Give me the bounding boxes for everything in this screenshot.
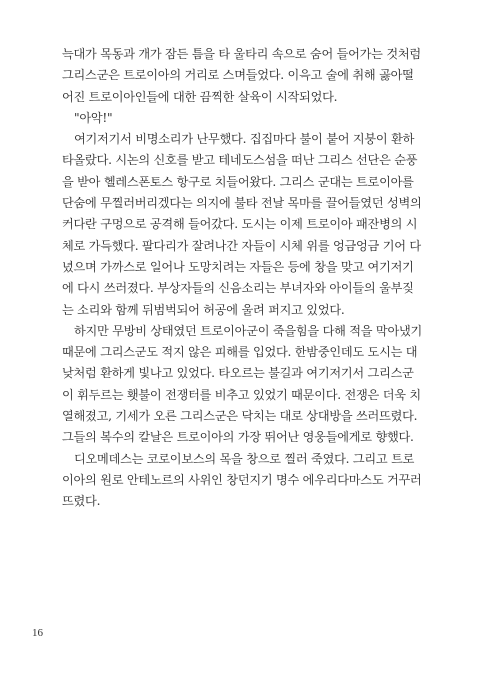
body-text-line: 는 소리와 함께 뒤범벅되어 허공에 울려 퍼지고 있었다. — [62, 302, 345, 317]
body-text-line: 하지만 무방비 상태였던 트로이아군이 죽을힘을 다해 적을 막아냈기 — [74, 323, 423, 338]
body-text-line: 이아의 원로 안테노르의 사위인 창던지기 명수 에우리다마스도 거꾸러 — [62, 472, 422, 487]
body-text-line: 에 다시 쓰러졌다. 부상자들의 신음소리는 부녀자와 아이들의 울부짖 — [62, 281, 414, 296]
body-text-line: 열해졌고, 기세가 오른 그리스군은 닥치는 대로 상대방을 쓰러뜨렸다. — [62, 409, 418, 424]
body-text-line: 때문에 그리스군도 적지 않은 피해를 입었다. 한밤중인데도 도시는 대 — [62, 345, 418, 360]
body-text-line: 타올랐다. 시논의 신호를 받고 테네도스섬을 떠난 그리스 선단은 순풍 — [62, 153, 418, 168]
body-text-line: "아악!" — [74, 110, 113, 125]
body-text-line: 녔으며 가까스로 일어나 도망치려는 자들은 등에 창을 맞고 여기저기 — [62, 259, 414, 274]
body-text-line: 이 휘두르는 횃불이 전쟁터를 비추고 있었기 때문이다. 전쟁은 더욱 치 — [62, 387, 421, 402]
page-number: 16 — [32, 627, 43, 639]
body-text-line: 디오메데스는 코로이보스의 목을 창으로 찔러 죽였다. 그리고 트로 — [74, 451, 415, 466]
body-text-line: 체로 가득했다. 팔다리가 잘려나간 자들이 시체 위를 엉금엉금 기어 다 — [62, 238, 421, 253]
body-text-line: 그들의 복수의 칼날은 트로이아의 가장 뛰어난 영웅들에게로 향했다. — [62, 430, 414, 445]
body-text-line: 늑대가 목동과 개가 잠든 틈을 타 울타리 속으로 숨어 들어가는 것처럼 — [62, 47, 421, 61]
body-text-line: 을 받아 헬레스폰토스 항구로 치들어왔다. 그리스 군대는 트로이아를 — [62, 174, 414, 189]
page-body — [62, 44, 438, 513]
body-text-line: 낮처럼 환하게 빛나고 있었다. 타오르는 불길과 여기저기서 그리스군 — [62, 366, 414, 381]
body-text-line: 단숨에 무찔러버리겠다는 의지에 불타 전날 목마를 끌어들였던 성벽의 — [62, 196, 422, 211]
body-text-line: 뜨렸다. — [62, 494, 101, 509]
body-text-line: 어진 트로이아인들에 대한 끔찍한 살육이 시작되었다. — [62, 89, 338, 104]
body-text-line: 그리스군은 트로이아의 거리로 스며들었다. 이윽고 술에 취해 곯아떨 — [62, 68, 414, 83]
body-text-line: 여기저기서 비명소리가 난무했다. 집집마다 불이 붙어 지붕이 환하 — [74, 132, 415, 147]
body-text-line: 커다란 구멍으로 공격해 들어갔다. 도시는 이제 트로이아 패잔병의 시 — [62, 217, 418, 232]
